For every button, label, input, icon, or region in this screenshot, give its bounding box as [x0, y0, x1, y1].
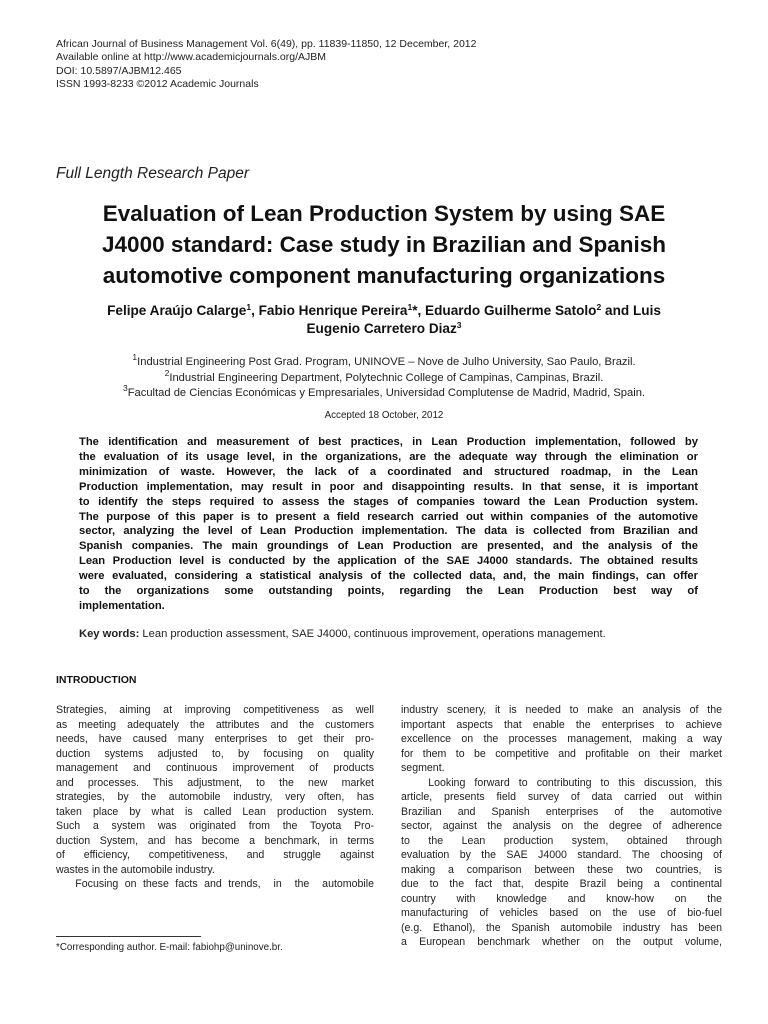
affiliation — [40, 367, 728, 387]
body-line: Such a system was originated from the Toyota Pro- — [56, 820, 374, 832]
abstract-line: The identification and measurement of best practices, in Lean Production implementation, followed by — [79, 436, 698, 448]
keywords-text: Lean production assessment, SAE J4000, continuous improvement, operations management. — [142, 628, 606, 640]
title-line: Evaluation of Lean Production System by using SAE — [102, 201, 666, 226]
body-line: and processes. This adjustment, to the new market — [56, 776, 374, 789]
abstract-line: were evaluated, considering a statistical analysis of the collected data, and, the main findings, can offer — [79, 570, 698, 583]
author-affiliation-marker: 1 — [246, 302, 252, 312]
body-line: Focusing on these facts and trends, in the automobile — [56, 878, 374, 890]
body-line: segment. — [401, 762, 445, 774]
author-separator: *, — [412, 303, 426, 318]
keywords — [79, 628, 606, 640]
journal-doi: DOI: 10.5897/AJBM12.465 — [56, 64, 182, 77]
author-list — [40, 302, 728, 338]
title-line: automotive component manufacturing organizations — [102, 263, 666, 288]
body-line: for them to be competitive and profitable on their market — [401, 747, 722, 760]
body-line: needs, have caused many enterprises to get their pro- — [56, 733, 374, 745]
paper-type: Full Length Research Paper — [56, 165, 250, 182]
journal-header — [56, 38, 476, 92]
affiliation-marker: 1 — [132, 352, 138, 362]
abstract-line: Lean Production level is conducted by the application of the SAE J4000 standards. The obtained results — [79, 555, 698, 568]
footnote-divider — [56, 936, 201, 937]
affiliation-text: Industrial Engineering Department, Polytechnic College of Campinas, Campinas, Brazil. — [169, 371, 604, 384]
section-heading-introduction: INTRODUCTION — [56, 674, 137, 686]
body-line: Looking forward to contributing to this discussion, this — [401, 776, 722, 789]
author-name: Felipe Araújo Calarge — [107, 303, 247, 318]
body-line: important aspects that enable the enterprises to achieve — [401, 718, 722, 731]
abstract — [79, 435, 698, 614]
author-line — [40, 320, 728, 338]
affiliation-marker: 2 — [164, 367, 170, 378]
body-line: of efficiency, competitiveness, and struggle against — [56, 849, 374, 861]
body-line: Brazilian and Spanish enterprises of the automotive — [401, 805, 722, 818]
body-line: making a comparison between these two countries, is — [401, 863, 722, 876]
corresponding-author-footnote: *Corresponding author. E-mail: fabiohp@uninove.br. — [56, 942, 283, 953]
affiliation-marker: 3 — [122, 383, 128, 393]
title-line: J4000 standard: Case study in Brazilian and Spanish — [102, 232, 666, 257]
affiliation-text: Facultad de Ciencias Económicas y Empresariales, Universidad Complutense de Madrid, Madrid, Spain. — [127, 387, 646, 399]
body-line: management and continuous improvement of products — [56, 762, 374, 774]
body-line: industry scenery, it is needed to make an analysis of the — [401, 704, 722, 716]
affiliation-text: Industrial Engineering Post Grad. Program, UNINOVE – Nove de Julho University, Sao Paulo, Brazil. — [137, 356, 636, 368]
body-line: to the Lean production system, obtained through — [401, 834, 722, 847]
journal-url: Available online at http://www.academicjournals.org/AJBM — [56, 51, 327, 64]
author-separator: , — [251, 303, 259, 318]
body-line: sector, against the analysis on the degree of adherence — [401, 820, 722, 832]
body-line: duction System, and has become a benchmark, in terms — [56, 834, 374, 847]
author-affiliation-marker: 3 — [456, 320, 462, 330]
abstract-line: Spanish companies. The main groundings of Lean Production are presented, and the analysis of the — [79, 540, 698, 553]
journal-issn: ISSN 1993-8233 ©2012 Academic Journals — [56, 78, 259, 91]
affiliation-list — [40, 352, 728, 402]
author-affiliation-marker: 2 — [596, 302, 602, 312]
accepted-date: Accepted 18 October, 2012 — [324, 410, 444, 421]
author-name: Eduardo Guilherme Satolo — [425, 303, 597, 318]
keywords-label: Key words: — [79, 628, 140, 640]
body-column-right — [401, 703, 722, 950]
abstract-line: The purpose of this paper is to present a field research carried out within companies of the automotive — [79, 510, 698, 523]
abstract-line: sector, analyzing the level of Lean Production implementation. The data is collected from Brazilian and — [79, 525, 698, 538]
abstract-line: implementation. — [79, 599, 165, 612]
body-line: duction systems adjusted to, by focusing on quality — [56, 747, 374, 760]
affiliation — [40, 352, 728, 371]
body-line: due to the fact that, despite Brazil being a continental — [401, 878, 722, 890]
body-line: article, presents field survey of data carried out within — [401, 791, 722, 803]
author-name: Fabio Henrique Pereira — [258, 303, 408, 318]
abstract-line: to identify the steps required to assess the stages of companies toward the Lean Production system. — [79, 495, 698, 508]
abstract-line: minimization of waste. However, the lack of a coordinated and structured roadmap, in the Lean — [79, 465, 698, 478]
abstract-line: to the organizations some outstanding points, regarding the Lean Production best way of — [79, 585, 698, 598]
body-line: (e.g. Ethanol), the Spanish automobile industry has been — [401, 921, 722, 934]
paper-title — [40, 198, 728, 291]
body-line: strategies, by the automobile industry, very often, has — [56, 791, 374, 803]
body-line: evaluation by the SAE J4000 standard. The choosing of — [401, 849, 722, 861]
body-line: a European benchmark whether on the output volume, — [401, 936, 722, 948]
body-line: wastes in the automobile industry. — [56, 863, 215, 876]
body-line: as meeting adequately the attributes and the customers — [56, 718, 374, 731]
body-line: country with knowledge and know-how on the — [401, 892, 722, 905]
affiliation — [40, 383, 728, 402]
abstract-line: the evaluation of its usage level, in the organizations, are the adequate way through the elimination or — [79, 450, 698, 463]
body-line: taken place by what is called Lean production system. — [56, 805, 374, 818]
author-affiliation-marker: 1 — [407, 302, 413, 312]
author-separator: and Luis — [601, 303, 661, 318]
body-line: excellence on the processes management, making a way — [401, 733, 722, 745]
author-name: Eugenio Carretero Diaz — [306, 321, 457, 336]
body-column-left — [56, 703, 374, 892]
journal-citation: African Journal of Business Management Vol. 6(49), pp. 11839-11850, 12 December, 2012 — [56, 38, 477, 50]
body-line: Strategies, aiming at improving competitiveness as well — [56, 704, 374, 716]
author-line — [40, 302, 728, 320]
body-line: manufacturing of vehicles based on the use of bio-fuel — [401, 907, 722, 919]
abstract-line: Production implementation, may result in poor and disappointing results. In that sense, it is important — [79, 480, 698, 493]
